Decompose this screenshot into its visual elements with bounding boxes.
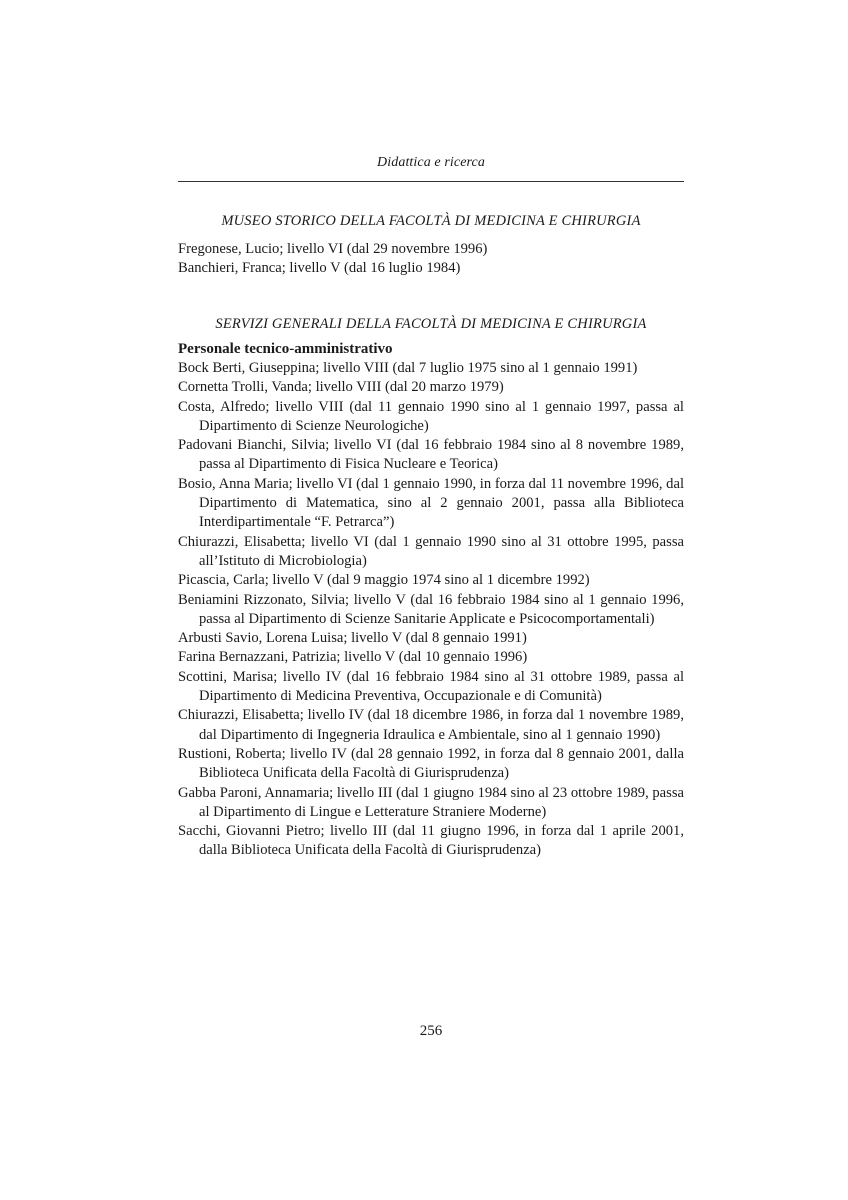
header-rule: [178, 181, 684, 182]
museo-staff-list: [178, 240, 684, 279]
list-item: Beniamini Rizzonato, Silvia; livello V (dal 16 febbraio 1984 sino al 1 gennaio 1996, passa al Dipartimento di Scienze Sanitarie Applicate e Psicocomportamentali): [178, 591, 684, 627]
list-item: Banchieri, Franca; livello V (dal 16 luglio 1984): [178, 260, 461, 277]
list-item: Scottini, Marisa; livello IV (dal 16 febbraio 1984 sino al 31 ottobre 1989, passa al Dipartimento di Medicina Preventiva, Occupazionale e di Comunità): [178, 668, 684, 705]
list-item: Sacchi, Giovanni Pietro; livello III (dal 11 giugno 1996, in forza dal 1 aprile 2001, dalla Biblioteca Unificata della Facoltà di Giurisprudenza): [178, 823, 684, 859]
list-item: Chiurazzi, Elisabetta; livello VI (dal 1 gennaio 1990 sino al 31 ottobre 1995, passa all’Istituto di Microbiologia): [178, 533, 684, 569]
running-head: Didattica e ricerca: [377, 155, 485, 170]
list-item: Bosio, Anna Maria; livello VI (dal 1 gennaio 1990, in forza dal 11 novembre 1996, dal Dipartimento di Matematica, sino al 2 gennaio 2001, passa alla Biblioteca Interdipartimentale “F. Petrarca”): [178, 475, 684, 531]
section-title-museo: MUSEO STORICO DELLA FACOLTÀ DI MEDICINA E CHIRURGIA: [221, 213, 641, 229]
list-item: Picascia, Carla; livello V (dal 9 maggio 1974 sino al 1 dicembre 1992): [178, 572, 590, 589]
list-item: Chiurazzi, Elisabetta; livello IV (dal 18 dicembre 1986, in forza dal 1 novembre 1989, dal Dipartimento di Ingegneria Idraulica e Ambientale, sino al 1 gennaio 1990): [178, 707, 684, 743]
list-item: Gabba Paroni, Annamaria; livello III (dal 1 giugno 1984 sino al 23 ottobre 1989, passa al Dipartimento di Lingue e Letterature Straniere Moderne): [178, 784, 684, 820]
list-item: Costa, Alfredo; livello VIII (dal 11 gennaio 1990 sino al 1 gennaio 1997, passa al Dipartimento di Scienze Neurologiche): [178, 398, 684, 434]
page-number: 256: [419, 1023, 443, 1039]
section-title-servizi: SERVIZI GENERALI DELLA FACOLTÀ DI MEDICINA E CHIRURGIA: [215, 316, 647, 332]
subheading-personale: Personale tecnico-amministrativo: [178, 341, 393, 357]
list-item: Bock Berti, Giuseppina; livello VIII (dal 7 luglio 1975 sino al 1 gennaio 1991): [178, 360, 638, 376]
list-item: Arbusti Savio, Lorena Luisa; livello V (dal 8 gennaio 1991): [178, 630, 527, 647]
list-item: Farina Bernazzani, Patrizia; livello V (dal 10 gennaio 1996): [178, 649, 528, 666]
list-item: Padovani Bianchi, Silvia; livello VI (dal 16 febbraio 1984 sino al 8 novembre 1989, passa al Dipartimento di Fisica Nucleare e Teorica): [178, 437, 684, 473]
list-item: Fregonese, Lucio; livello VI (dal 29 novembre 1996): [178, 241, 488, 257]
servizi-staff-list: [178, 359, 684, 861]
list-item: Rustioni, Roberta; livello IV (dal 28 gennaio 1992, in forza dal 8 gennaio 2001, dalla Biblioteca Unificata della Facoltà di Giurisprudenza): [178, 745, 684, 782]
list-item: Cornetta Trolli, Vanda; livello VIII (dal 20 marzo 1979): [178, 379, 504, 396]
document-page: [178, 0, 684, 1200]
